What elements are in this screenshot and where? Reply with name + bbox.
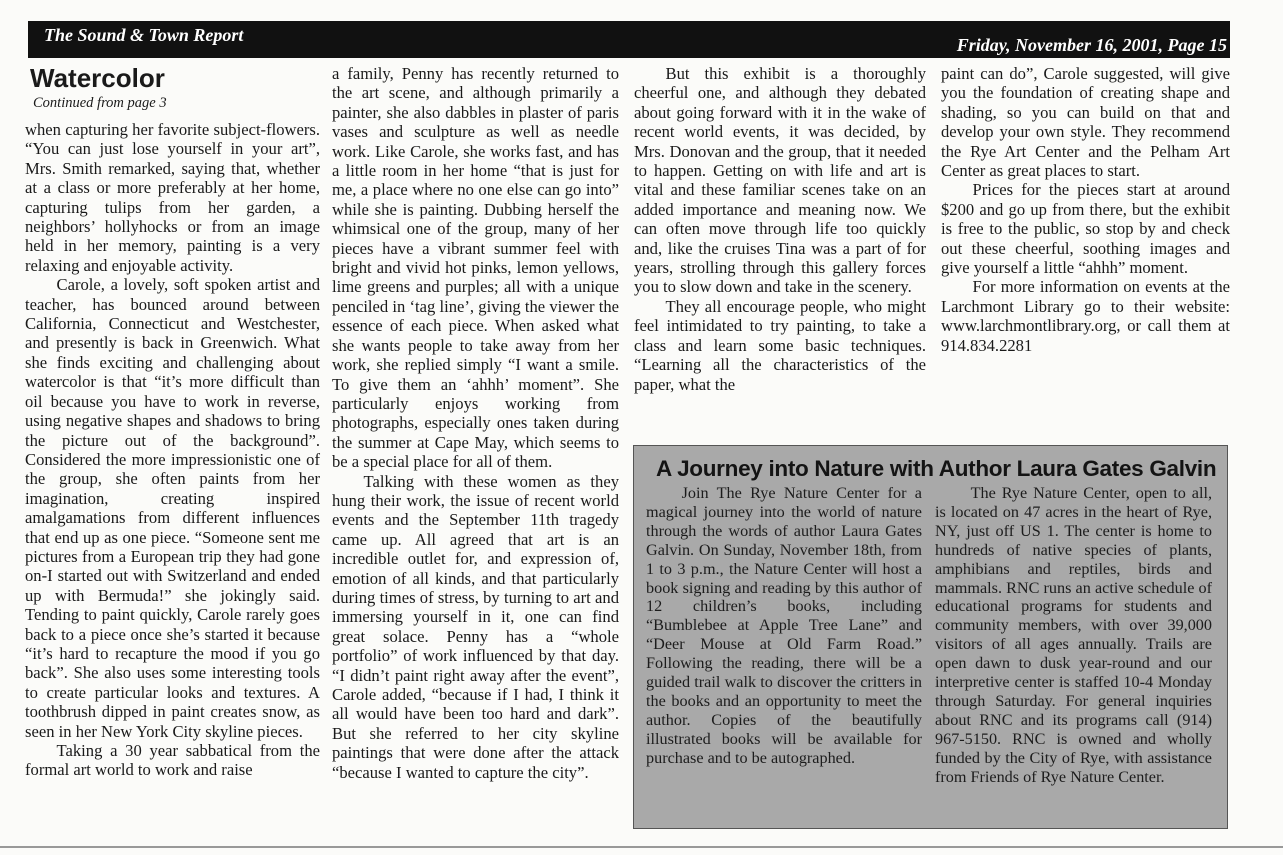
article-paragraph: Taking a 30 year sabbatical from the formal art world to work and raise — [25, 741, 320, 780]
continued-note: Continued from page 3 — [33, 95, 167, 111]
article-paragraph: They all encourage people, who might feel intimidated to try painting, to take a class and learn some basic techniques. “Learning all the characteristics of the paper, what the — [634, 296, 926, 394]
bottom-rule — [0, 846, 1283, 848]
publication-name: The Sound & Town Report — [44, 25, 244, 45]
sidebar-box — [633, 445, 1228, 829]
sidebar-column-1 — [646, 484, 922, 768]
sidebar-column-2 — [935, 484, 1212, 787]
article-paragraph: Carole, a lovely, soft spoken artist and teacher, has bounced around between California, Connecticut and Westchester, and presently is back in Greenwich. What she finds exciting and challenging about watercolor is that “it’s more difficult than oil because you have to work in reverse, using negative shapes and shadows to bring the picture out of the background”. Considered the more impressionistic one of the group, she often paints from her imagination, creating inspired amalgamations from different influences that end up as one piece. “Someone sent me pictures from a European trip they had gone on-I started out with Switzerland and ended up with Bermuda!” she jokingly said. Tending to paint quickly, Carole rarely goes back to a piece once she’s started it because “it’s hard to recapture the mood if you go back”. She also uses some interesting tools to create particular looks and textures. A toothbrush dipped in paint creates snow, as seen in her New York City skyline pieces. — [25, 275, 320, 741]
sidebar-paragraph: Join The Rye Nature Center for a magical journey into the world of nature through the words of author Laura Gates Galvin. On Sunday, November 18th, from 1 to 3 p.m., the Nature Center will host a book signing and reading by this author of 12 children’s books, including “Bumblebee at Apple Tree Lane” and “Deer Mouse at Old Farm Road.” Following the reading, there will be a guided trail walk to discover the critters in the books and an opportunity to meet the author. Copies of the beautifully illustrated books will be available for purchase and to be autographed. — [646, 484, 922, 767]
article-headline: Watercolor — [30, 63, 165, 93]
article-paragraph: Prices for the pieces start at around $200 and go up from there, but the exhibit is free to the public, so stop by and check out these cheerful, soothing images and give yourself a little “ahhh” moment. — [941, 180, 1230, 278]
article-column-2 — [332, 64, 619, 782]
article-paragraph: For more information on events at the Larchmont Library go to their website: www.larchmontlibrary.org, or call them at 914.834.2281 — [941, 277, 1230, 355]
article-paragraph: Talking with these women as they hung their work, the issue of recent world events and the September 11th tragedy came up. All agreed that art is an incredible outlet for, and expression of, emotion of all kinds, and that particularly during times of stress, by turning to art and immersing yourself in it, one can find great solace. Penny has a “whole portfolio” of work influenced by that day. “I didn’t paint right away after the event”, Carole added, “because if I had, I think it all would have been too hard and dark”. But she referred to her city skyline paintings that were done after the attack “because I wanted to capture the city”. — [332, 471, 619, 782]
article-paragraph: But this exhibit is a thoroughly cheerful one, and although they debated about going forward with it in the wake of recent world events, it was decided, by Mrs. Donovan and the group, that it needed to happen. Getting on with life and art is vital and these familiar scenes take on an added importance and meaning now. We can often move through life too quickly and, like the cruises Tina was a part of for years, strolling through this gallery forces you to slow down and take in the scenery. — [634, 64, 926, 297]
article-paragraph: a family, Penny has recently returned to the art scene, and although primarily a painter, she also dabbles in plaster of paris vases and sculpture as well as needle work. Like Carole, she works fast, and has a little room in her home “that is just for me, a place where no one else can go into” while she is painting. Dubbing herself the whimsical one of the group, many of her pieces have a vibrant summer feel with bright and vivid hot pinks, lemon yellows, lime greens and purples; all with a unique penciled in ‘tag line’, giving the viewer the essence of each piece. When asked what she wants people to take away from her work, she replied simply “I want a smile. To give them an ‘ahhh’ moment”. She particularly enjoys working from photographs, especially ones taken during the summer at Cape May, which seems to be a special place for all of them. — [332, 64, 619, 472]
article-column-4 — [941, 64, 1230, 355]
sidebar-paragraph: The Rye Nature Center, open to all, is located on 47 acres in the heart of Rye, NY, just off US 1. The center is home to hundreds of native species of plants, amphibians and reptiles, birds and mammals. RNC runs an active schedule of educational programs for students and community members, with over 39,000 visitors of all ages annually. Trails are open dawn to dusk year-round and our interpretive center is staffed 10-4 Monday through Saturday. For general inquiries about RNC and its programs call (914) 967-5150. RNC is owned and wholly funded by the City of Rye, with assistance from Friends of Rye Nature Center. — [935, 484, 1212, 786]
article-paragraph: paint can do”, Carole suggested, will give you the foundation of creating shape and shading, so you can build on that and develop your own style. They recommend the Rye Art Center and the Pelham Art Center as great places to start. — [941, 64, 1230, 181]
article-paragraph: when capturing her favorite subject-flowers. “You can just lose yourself in your art”, Mrs. Smith remarked, saying that, whether at a class or more preferably at her home, capturing tulips from her garden, a neighbors’ hollyhocks or from an image held in her memory, painting is a very relaxing and enjoyable activity. — [25, 120, 320, 275]
article-column-1 — [25, 64, 320, 780]
date-and-page: Friday, November 16, 2001, Page 15 — [956, 35, 1227, 55]
article-column-3 — [634, 64, 926, 394]
sidebar-headline: A Journey into Nature with Author Laura Gates Galvin — [656, 456, 1217, 481]
